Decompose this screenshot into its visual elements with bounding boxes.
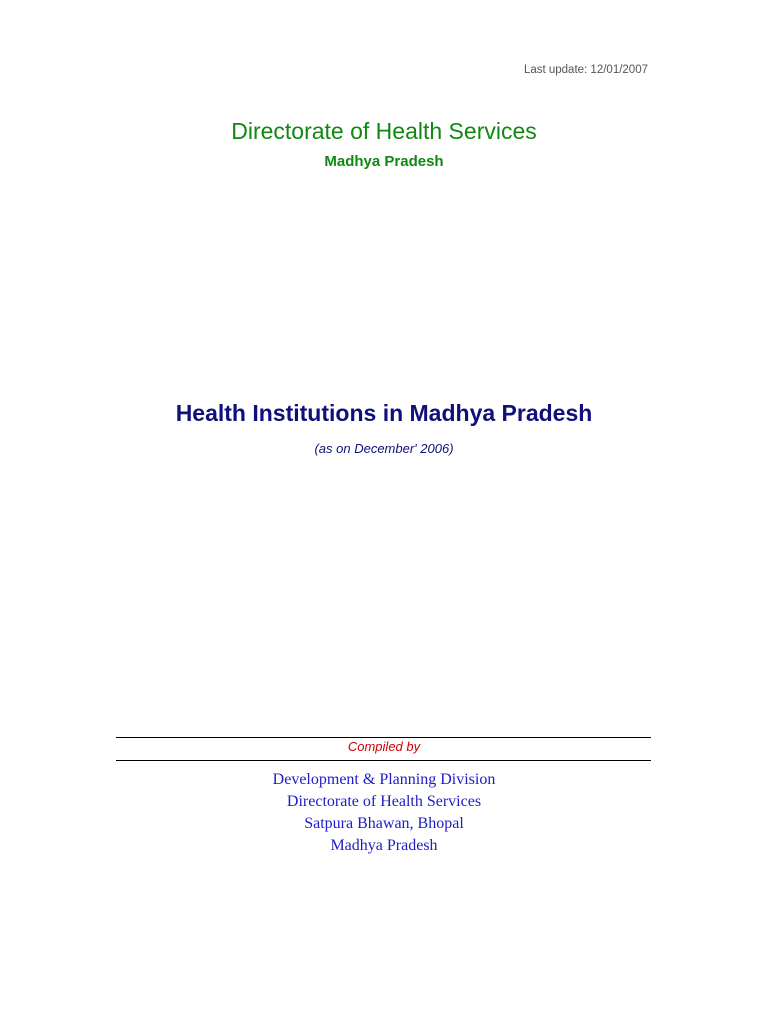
last-update-text: Last update: 12/01/2007	[523, 64, 648, 76]
address-line-directorate: Directorate of Health Services	[286, 793, 482, 810]
organization-title: Directorate of Health Services	[231, 118, 537, 144]
organization-subtitle: Madhya Pradesh	[324, 153, 444, 170]
compiler-address-block	[0, 769, 768, 857]
address-line-division: Development & Planning Division	[272, 771, 496, 788]
compiled-top-divider	[116, 737, 651, 738]
address-line-state: Madhya Pradesh	[330, 837, 438, 854]
compiled-by-label: Compiled by	[347, 739, 421, 754]
compiled-bottom-divider	[116, 760, 651, 761]
document-subtitle: (as on December' 2006)	[314, 441, 454, 456]
document-title: Health Institutions in Madhya Pradesh	[175, 400, 593, 426]
address-line-building: Satpura Bhawan, Bhopal	[304, 815, 464, 832]
